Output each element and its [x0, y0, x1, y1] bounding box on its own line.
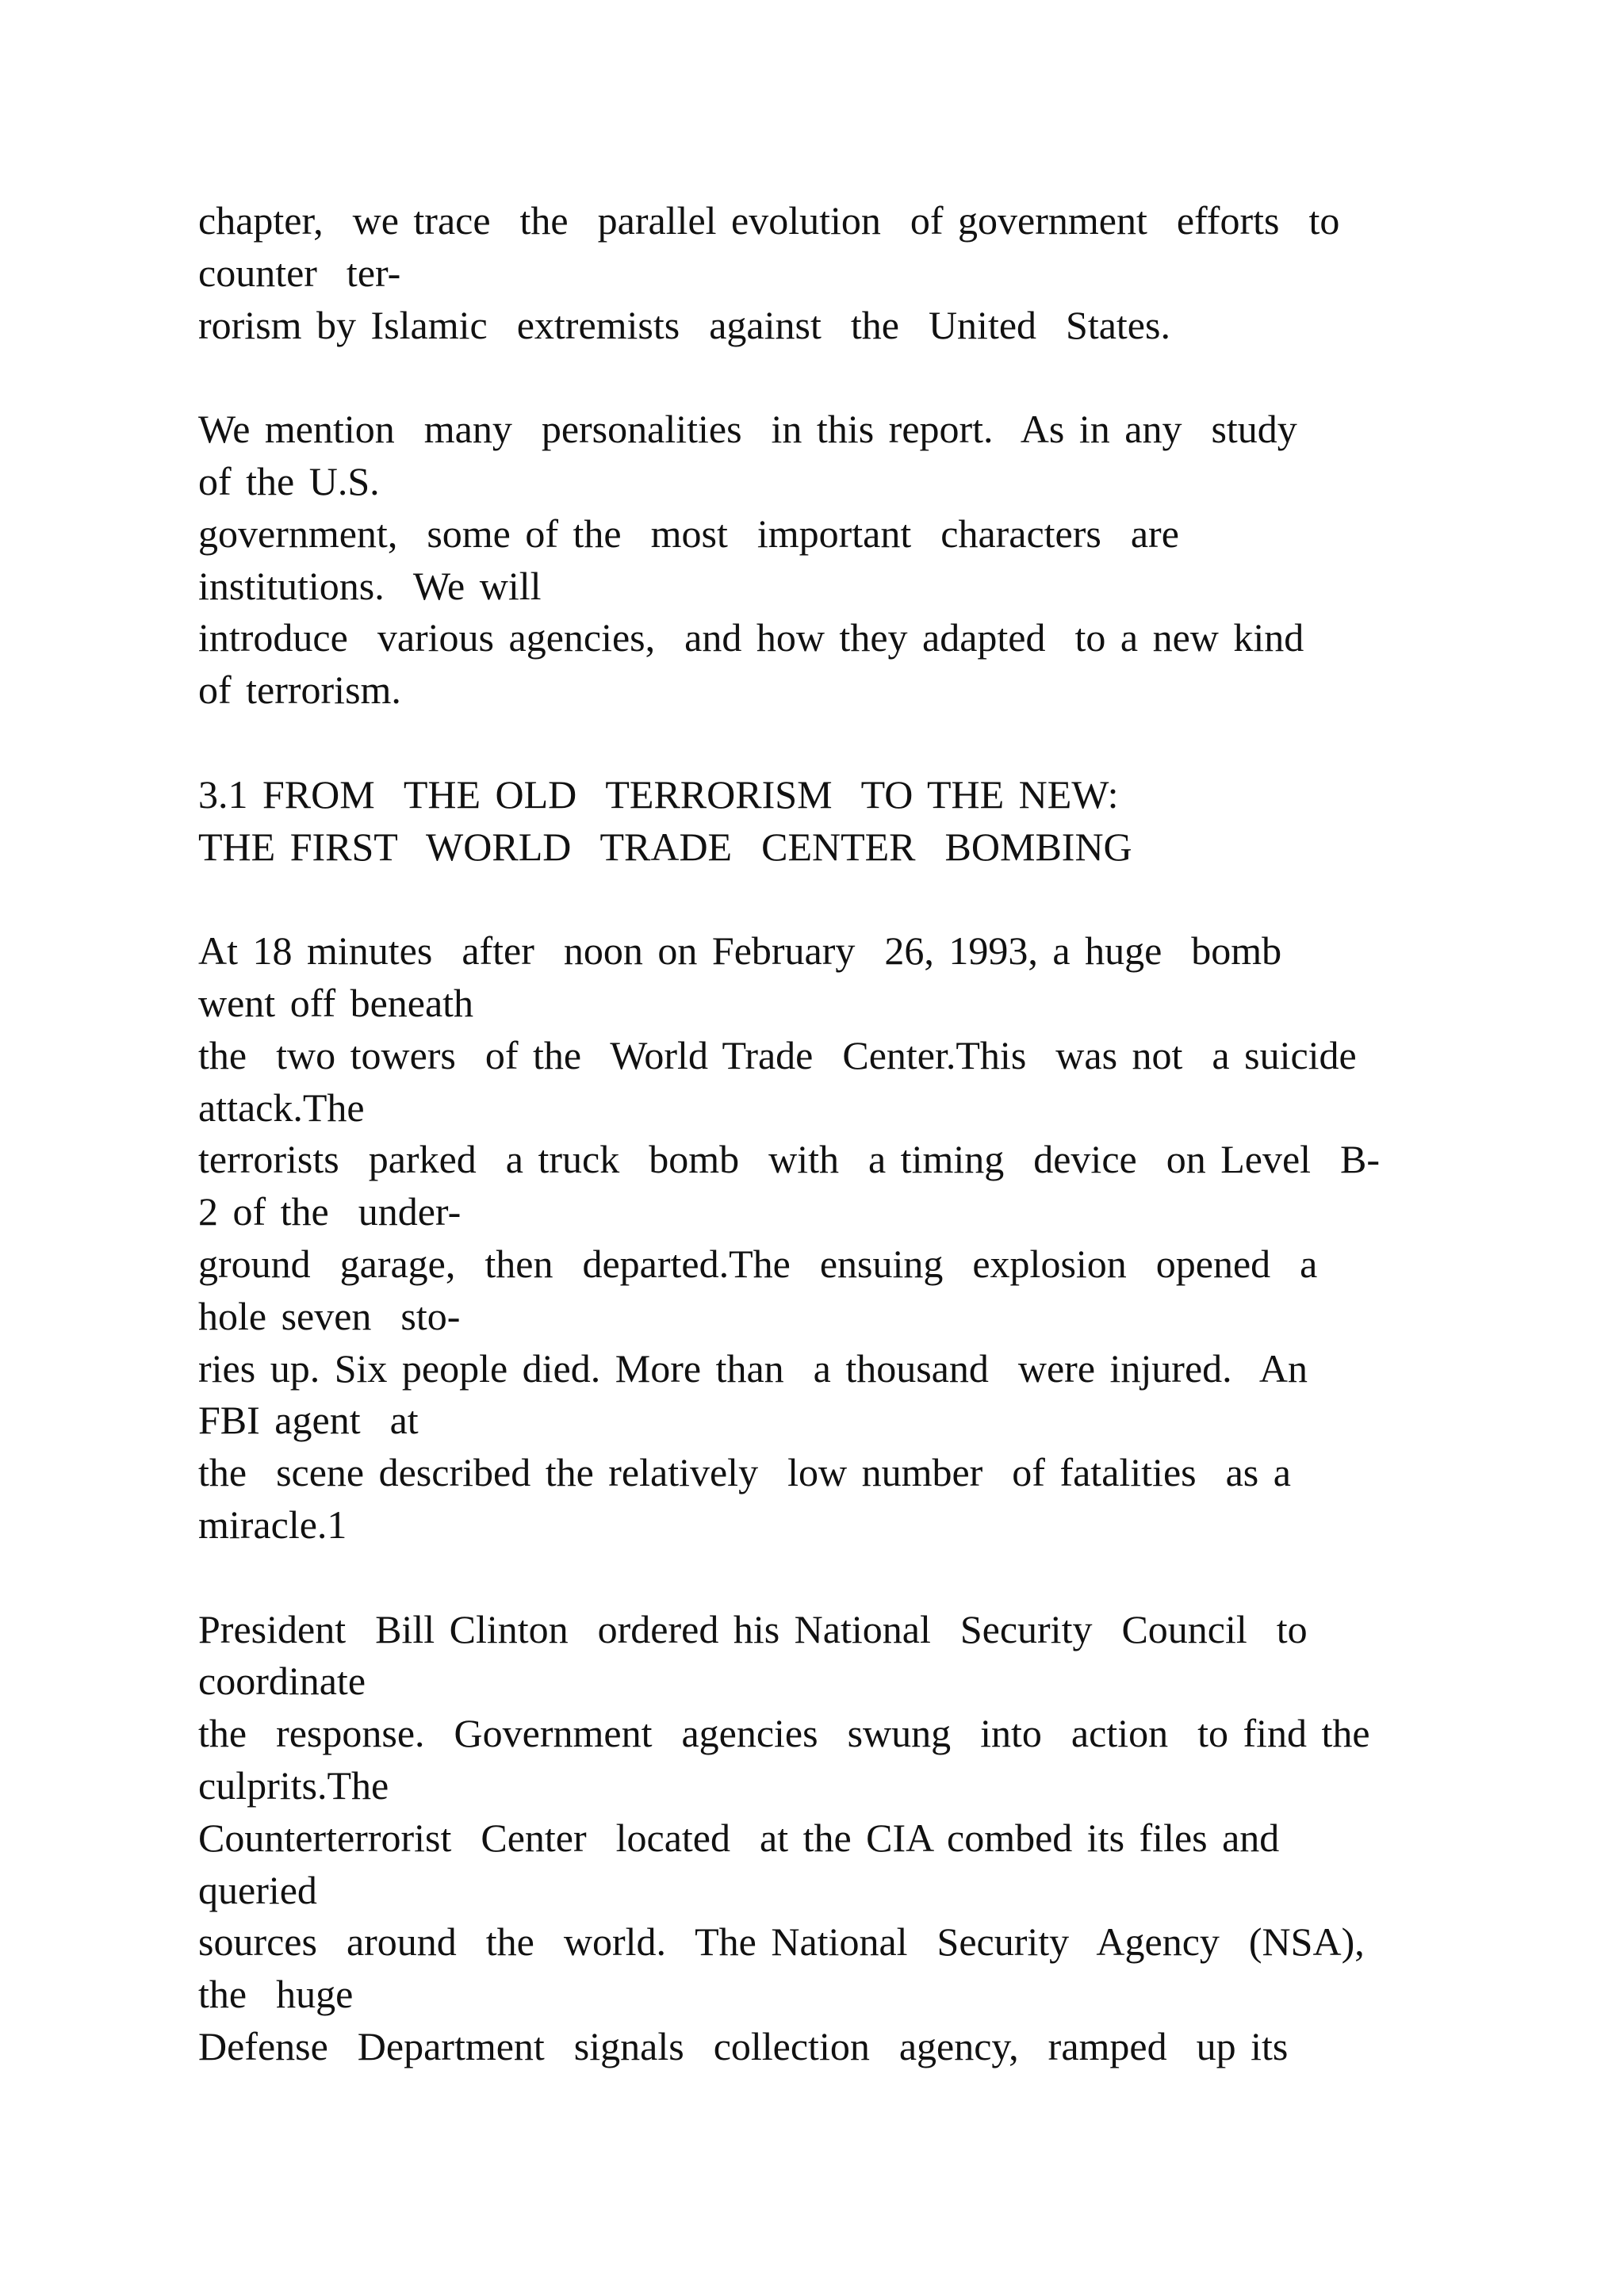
text-line: hole seven sto-	[198, 1293, 461, 1338]
text-line: of terrorism.	[198, 668, 401, 713]
text-line: government, some of the most important characters are	[198, 511, 1179, 556]
text-line: of the U.S.	[198, 458, 380, 503]
text-line: Defense Department signals collection agency, ramped up its	[198, 2023, 1289, 2068]
text-line: institutions. We will	[198, 563, 542, 608]
text-line: attack.The	[198, 1085, 365, 1130]
text-line: coordinate	[198, 1659, 366, 1704]
text-line: ground garage, then departed.The ensuing explosion opened a	[198, 1241, 1318, 1286]
text-line: FBI agent at	[198, 1398, 419, 1443]
text-line: President Bill Clinton ordered his National Security Council to	[198, 1606, 1308, 1651]
text-line: rorism by Islamic extremists against the United States.	[198, 302, 1170, 347]
section-heading	[198, 769, 1467, 874]
paragraph-gap	[198, 873, 1467, 925]
text-line: the huge	[198, 1972, 354, 2017]
paragraph-personalities	[198, 404, 1467, 717]
text-line: the two towers of the World Trade Center.This was not a suicide	[198, 1032, 1357, 1077]
heading-line: 3.1 FROM THE OLD TERRORISM TO THE NEW:	[198, 771, 1119, 817]
text-line: chapter, we trace the parallel evolution of government efforts to	[198, 198, 1340, 243]
text-line: sources around the world. The National Security Agency (NSA),	[198, 1919, 1365, 1965]
heading-line: THE FIRST WORLD TRADE CENTER BOMBING	[198, 824, 1132, 869]
text-line: introduce various agencies, and how they adapted to a new kind	[198, 615, 1304, 660]
text-line: 2 of the under-	[198, 1189, 462, 1234]
paragraph-bombing	[198, 925, 1467, 1552]
text-line: Counterterrorist Center located at the CIA combed its files and	[198, 1815, 1280, 1860]
text-line: miracle.1	[198, 1502, 347, 1547]
text-line: We mention many personalities in this report. As in any study	[198, 407, 1297, 452]
text-line: the scene described the relatively low number of fatalities as a	[198, 1450, 1291, 1495]
paragraph-response	[198, 1604, 1467, 2073]
text-line: culprits.The	[198, 1762, 389, 1808]
paragraph-gap	[198, 351, 1467, 404]
paragraph-intro	[198, 195, 1467, 351]
paragraph-gap	[198, 717, 1467, 769]
text-line: went off beneath	[198, 980, 474, 1025]
text-line: the response. Government agencies swung into action to find the	[198, 1711, 1370, 1756]
text-line: At 18 minutes after noon on February 26, 1993, a huge bomb	[198, 928, 1282, 974]
text-line: queried	[198, 1867, 317, 1912]
document-body	[198, 195, 1467, 2073]
text-line: counter ter-	[198, 250, 401, 295]
text-line: terrorists parked a truck bomb with a timing device on Level B-	[198, 1137, 1381, 1182]
paragraph-gap	[198, 1552, 1467, 1604]
text-line: ries up. Six people died. More than a thousand were injured. An	[198, 1345, 1308, 1391]
